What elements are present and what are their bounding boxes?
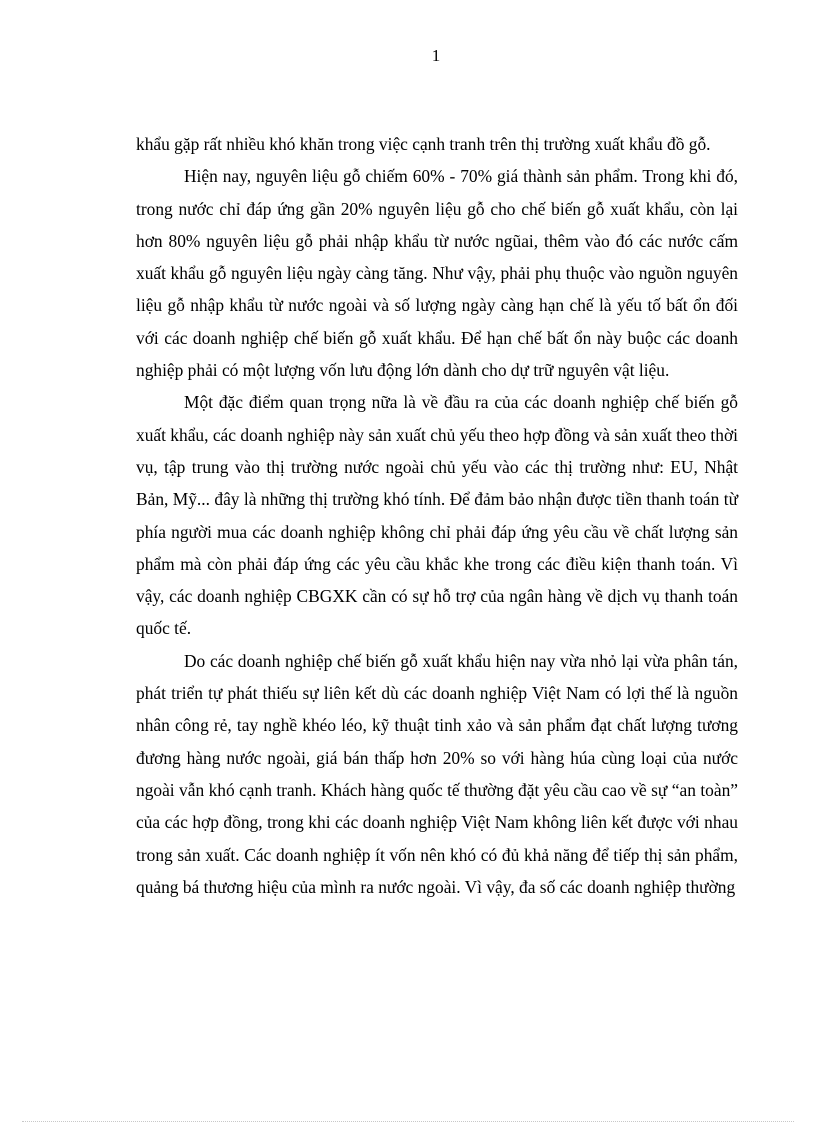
document-body	[136, 128, 738, 903]
paragraph-continuation: khẩu gặp rất nhiều khó khăn trong việc cạnh tranh trên thị trường xuất khẩu đồ gỗ.	[136, 134, 711, 154]
page-number: 1	[431, 46, 441, 65]
page-bottom-divider	[22, 1121, 794, 1122]
paragraph-competition: Do các doanh nghiệp chế biến gỗ xuất khẩu hiện nay vừa nhỏ lại vừa phân tán, phát triển tự phát thiếu sự liên kết dù các doanh nghiệp Việt Nam có lợi thế là nguồn nhân công rẻ, tay nghề khéo léo, kỹ thuật tinh xảo và sản phẩm đạt chất lượng tương đương hàng nước ngoài, giá bán thấp hơn 20% so với hàng húa cùng loại của nước ngoài vẫn khó cạnh tranh. Khách hàng quốc tế thường đặt yêu cầu cao về sự “an toàn” của các hợp đồng, trong khi các doanh nghiệp Việt Nam không liên kết được với nhau trong sản xuất. Các doanh nghiệp ít vốn nên khó có đủ khả năng để tiếp thị sản phẩm, quảng bá thương hiệu của mình ra nước ngoài. Vì vậy, đa số các doanh nghiệp thường	[136, 650, 738, 897]
paragraph-output-markets: Một đặc điểm quan trọng nữa là về đầu ra của các doanh nghiệp chế biến gỗ xuất khẩu, các doanh nghiệp này sản xuất chủ yếu theo hợp đồng và sản xuất theo thời vụ, tập trung vào thị trường nước ngoài chủ yếu vào các thị trường như: EU, Nhật Bản, Mỹ... đây là những thị trường khó tính. Để đảm bảo nhận được tiền thanh toán từ phía người mua các doanh nghiệp không chỉ phải đáp ứng yêu cầu về chất lượng sản phẩm mà còn phải đáp ứng các yêu cầu khắc khe trong các điều kiện thanh toán. Vì vậy, các doanh nghiệp CBGXK cần có sự hỗ trợ của ngân hàng về dịch vụ thanh toán quốc tế.	[136, 392, 738, 639]
paragraph-raw-materials: Hiện nay, nguyên liệu gỗ chiếm 60% - 70% giá thành sản phẩm. Trong khi đó, trong nước chỉ đáp ứng gần 20% nguyên liệu gỗ cho chế biến gỗ xuất khẩu, còn lại hơn 80% nguyên liệu gỗ phải nhập khẩu từ nước ngũai, thêm vào đó các nước cấm xuất khẩu gỗ nguyên liệu ngày càng tăng. Như vậy, phải phụ thuộc vào nguồn nguyên liệu gỗ nhập khẩu từ nước ngoài và số lượng ngày càng hạn chế là yếu tố bất ổn đối với các doanh nghiệp chế biến gỗ xuất khẩu. Để hạn chế bất ổn này buộc các doanh nghiệp phải có một lượng vốn lưu động lớn dành cho dự trữ nguyên vật liệu.	[136, 166, 738, 381]
